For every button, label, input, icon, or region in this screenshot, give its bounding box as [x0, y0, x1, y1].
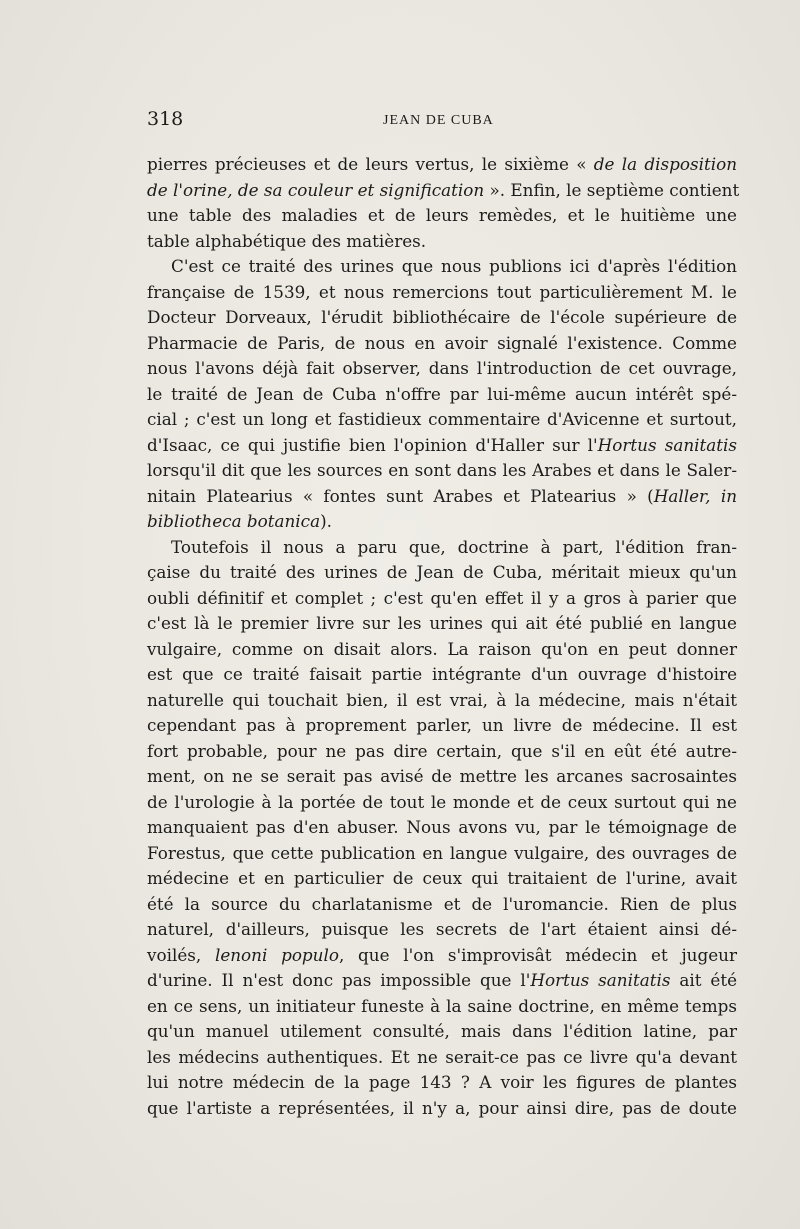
- text-line: [147, 637, 737, 663]
- text-segment: naturel, d'ailleurs, puisque les secrets de l'art étaient ainsi dé-: [147, 919, 737, 939]
- text-segment: vulgaire, comme on disait alors. La raison qu'on en peut donner: [147, 638, 737, 659]
- text-segment: une table des maladies et de leurs remèdes, et le huitième une: [147, 205, 737, 225]
- text-segment: ment, on ne se serait pas avisé de mettre les arcanes sacrosaintes: [147, 766, 737, 786]
- text-segment: Forestus, que cette publication en langue vulgaire, des ouvrages de: [147, 842, 737, 863]
- text-line: [147, 866, 737, 892]
- text-segment: ).: [320, 511, 332, 531]
- page-header: [147, 108, 737, 138]
- text-segment: en ce sens, un initiateur funeste à la saine doctrine, en même temps: [147, 995, 737, 1016]
- text-segment: médecine et en particulier de ceux qui traitaient de l'urine, avait: [147, 868, 737, 888]
- text-line: [147, 943, 737, 969]
- text-line: [147, 688, 737, 714]
- text-segment: lorsqu'il dit que les sources en sont dans les Arabes et dans le Saler-: [147, 460, 737, 480]
- text-line: [147, 790, 737, 816]
- text-segment: lui notre médecin de la page 143 ? A voir les figures de plantes: [147, 1072, 737, 1092]
- text-segment: ait été: [670, 970, 737, 990]
- text-segment: est que ce traité faisait partie intégrante d'un ouvrage d'histoire: [147, 664, 737, 684]
- text-line: [147, 178, 740, 204]
- italic-text: de l'orine, de sa couleur et signification: [147, 179, 485, 200]
- text-line: [147, 152, 737, 178]
- text-line: [147, 1070, 737, 1096]
- page-number: 318: [147, 108, 184, 130]
- text-line: [147, 917, 737, 943]
- text-line: [147, 433, 737, 459]
- text-segment: que l'artiste a représentées, il n'y a, pour ainsi dire, pas de doute: [147, 1097, 737, 1118]
- text-segment: cependant pas à proprement parler, un livre de médecine. Il est: [147, 715, 737, 735]
- text-segment: Toutefois il nous a paru que, doctrine à part, l'édition fran-: [171, 536, 737, 557]
- italic-text: Haller, in: [653, 485, 737, 506]
- italic-text: Hortus sanitatis: [530, 970, 671, 990]
- text-line: [147, 305, 737, 331]
- text-segment: française de 1539, et nous remercions tout particulièrement M. le: [147, 281, 737, 302]
- text-segment: manquaient pas d'en abuser. Nous avons vu, par le témoignage de: [147, 817, 737, 837]
- text-line: [147, 535, 737, 561]
- text-line: [147, 841, 737, 867]
- italic-text: lenoni populo: [214, 944, 339, 965]
- text-segment: c'est là le premier livre sur les urines qui ait été publié en langue: [147, 613, 737, 633]
- text-line: [147, 892, 737, 918]
- text-line: [147, 458, 737, 484]
- text-line: [147, 713, 737, 739]
- text-segment: Pharmacie de Paris, de nous en avoir signalé l'existence. Comme: [147, 332, 737, 353]
- text-segment: nitain Platearius « fontes sunt Arabes et Platearius » (: [147, 485, 654, 506]
- text-segment: été la source du charlatanisme et de l'uromancie. Rien de plus: [147, 893, 737, 914]
- text-line: [147, 484, 737, 510]
- italic-text: de la disposition: [593, 154, 737, 174]
- text-line: [147, 586, 737, 612]
- text-segment: fort probable, pour ne pas dire certain, que s'il en eût été autre-: [147, 740, 737, 761]
- text-line: [147, 611, 737, 637]
- text-segment: qu'un manuel utilement consulté, mais dans l'édition latine, par: [147, 1021, 737, 1041]
- text-line: [147, 968, 737, 994]
- text-segment: pierres précieuses et de leurs vertus, le sixième «: [147, 154, 594, 174]
- text-segment: naturelle qui touchait bien, il est vrai, à la médecine, mais n'était: [147, 689, 737, 710]
- text-line: [147, 1019, 737, 1045]
- text-line: [147, 764, 737, 790]
- text-segment: table alphabétique des matières.: [147, 230, 427, 251]
- text-segment: cial ; c'est un long et fastidieux commentaire d'Avicenne et surtout,: [147, 409, 737, 429]
- text-segment: d'urine. Il n'est donc pas impossible que l': [147, 970, 531, 990]
- text-segment: de l'urologie à la portée de tout le monde et de ceux surtout qui ne: [147, 791, 737, 812]
- text-segment: nous l'avons déjà fait observer, dans l'introduction de cet ouvrage,: [147, 358, 737, 378]
- text-segment: , que l'on s'improvisât médecin et jugeur: [338, 944, 737, 965]
- italic-text: bibliotheca botanica: [147, 511, 321, 531]
- text-segment: d'Isaac, ce qui justifie bien l'opinion d'Haller sur l': [147, 434, 598, 455]
- italic-text: Hortus sanitatis: [597, 434, 737, 455]
- text-segment: le traité de Jean de Cuba n'offre par lui-même aucun intérêt spé-: [147, 383, 737, 404]
- text-segment: oubli définitif et complet ; c'est qu'en effet il y a gros à parier que: [147, 587, 737, 608]
- text-line: [147, 509, 737, 535]
- text-line: [147, 331, 737, 357]
- text-line: [147, 356, 737, 382]
- text-line: [147, 1096, 737, 1122]
- text-line: [147, 203, 737, 229]
- text-segment: çaise du traité des urines de Jean de Cuba, méritait mieux qu'un: [147, 562, 737, 582]
- text-line: [147, 407, 737, 433]
- text-line: [147, 254, 737, 280]
- text-line: [147, 662, 737, 688]
- text-segment: voilés,: [147, 944, 215, 965]
- text-segment: Docteur Dorveaux, l'érudit bibliothécaire de l'école supérieure de: [147, 307, 737, 327]
- text-line: [147, 815, 737, 841]
- text-segment: les médecins authentiques. Et ne serait-ce pas ce livre qu'a devant: [147, 1046, 737, 1067]
- text-segment: ». Enfin, le septième contient: [484, 179, 740, 200]
- text-line: [147, 994, 737, 1020]
- body-text: [147, 152, 740, 1121]
- text-line: [147, 382, 737, 408]
- text-line: [147, 229, 737, 255]
- running-title: JEAN DE CUBA: [383, 113, 494, 128]
- text-line: [147, 1045, 737, 1071]
- text-line: [147, 560, 737, 586]
- text-line: [147, 739, 737, 765]
- text-segment: C'est ce traité des urines que nous publions ici d'après l'édition: [171, 256, 737, 276]
- text-line: [147, 280, 737, 306]
